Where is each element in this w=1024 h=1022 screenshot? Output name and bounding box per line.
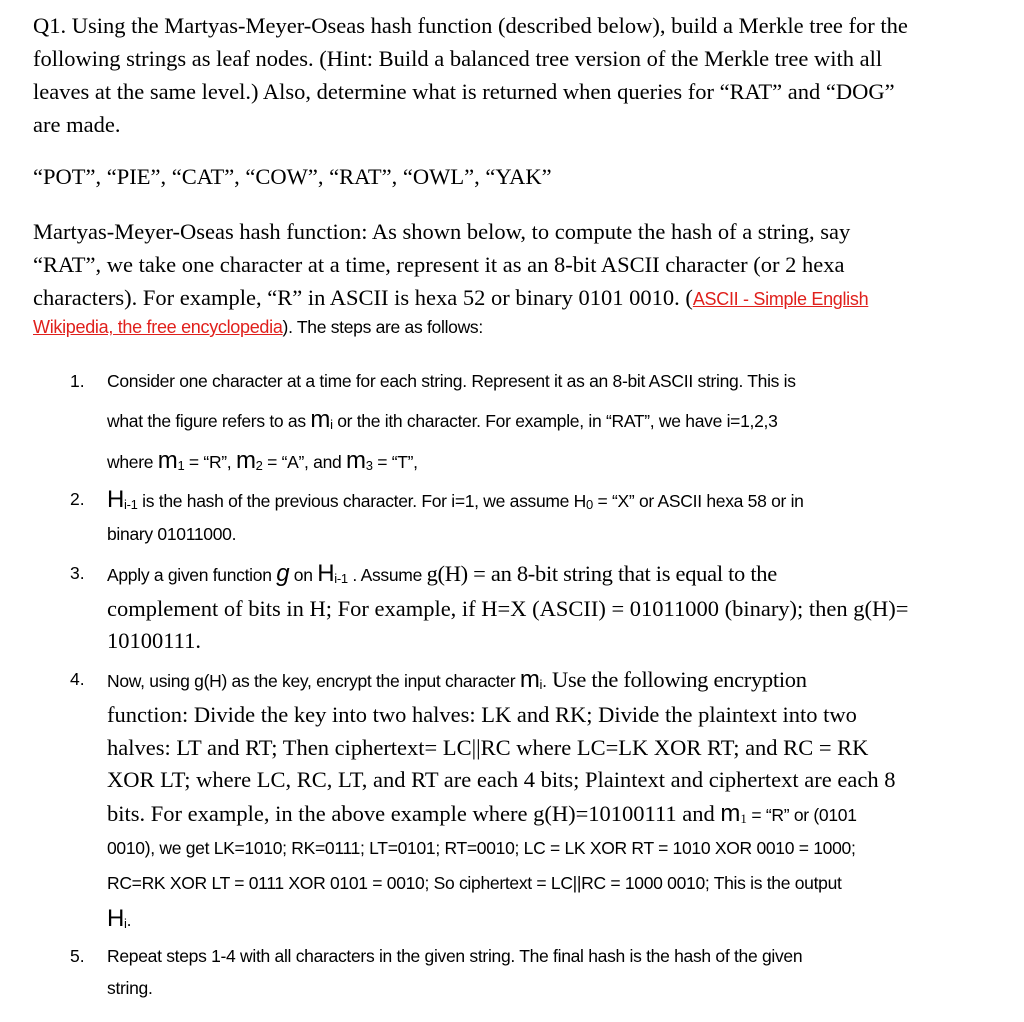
- step-text: Repeat steps 1-4 with all characters in the given string. The final hash is the hash of the given: [107, 946, 803, 966]
- question-text: leaves at the same level.) Also, determine what is returned when queries for “RAT” and “DOG”: [33, 79, 895, 104]
- step-number: 5.: [70, 946, 85, 966]
- step-text: [107, 447, 418, 475]
- question-text: Q1. Using the Martyas-Meyer-Oseas hash function (described below), build a Merkle tree for the: [33, 13, 908, 38]
- math-m: m: [519, 666, 540, 693]
- step-text: Consider one character at a time for each string. Represent it as an 8-bit ASCII string. This is: [107, 371, 796, 391]
- intro-text: Martyas-Meyer-Oseas hash function: As shown below, to compute the hash of a string, say: [33, 219, 851, 244]
- subscript: 3: [365, 458, 373, 473]
- step-text: XOR LT; where LC, RC, LT, and RT are each 4 bits; Plaintext and ciphertext are each 8: [107, 767, 896, 792]
- text: g(H) = an 8-bit string that is equal to the: [426, 561, 777, 586]
- text: characters). For example, “R” in ASCII is hexa 52 or binary 0101 0010. (: [33, 285, 693, 310]
- math-m: m: [235, 447, 256, 474]
- subscript: i: [539, 677, 543, 692]
- math-h: H: [107, 486, 125, 513]
- math-h: H: [317, 560, 335, 587]
- text: on: [289, 565, 318, 585]
- intro-text: [33, 317, 483, 338]
- text: = “T”,: [372, 452, 418, 472]
- text: Use the following encryption: [546, 667, 807, 692]
- step-text: binary 01011000.: [107, 524, 237, 544]
- text: where: [107, 452, 158, 472]
- math-g: g: [276, 560, 290, 587]
- text: . Assume: [347, 565, 427, 585]
- subscript: i-1: [334, 571, 348, 586]
- step-text: [107, 800, 857, 828]
- intro-text: “RAT”, we take one character at a time, represent it as an 8-bit ASCII character (or 2 hexa: [33, 252, 845, 277]
- step-text: string.: [107, 978, 153, 998]
- subscript: i: [330, 417, 333, 432]
- step-text: [107, 486, 804, 514]
- text: bits. For example, in the above example where g(H)=10100111 and: [107, 801, 721, 826]
- text: = “X” or ASCII hexa 58 or in: [592, 491, 804, 511]
- step-text: complement of bits in H; For example, if H=X (ASCII) = 01011000 (binary); then g(H)=: [107, 596, 909, 621]
- text: or the ith character. For example, in “RAT”, we have i=1,2,3: [332, 411, 778, 431]
- subscript: 1: [740, 811, 747, 826]
- subscript: 2: [255, 458, 263, 473]
- question-text: following strings as leaf nodes. (Hint: Build a balanced tree version of the Merkle tree with all: [33, 46, 883, 71]
- step-text: halves: LT and RT; Then ciphertext= LC||RC where LC=LK XOR RT; and RC = RK: [107, 735, 869, 760]
- text: ). The steps are as follows:: [282, 317, 483, 337]
- text: .: [542, 671, 547, 691]
- step-text: [107, 406, 778, 434]
- ascii-wiki-link[interactable]: Wikipedia, the free encyclopedia: [33, 317, 283, 337]
- step-text: 10100111.: [107, 628, 201, 653]
- step-number: 3.: [70, 563, 85, 583]
- step-text: [107, 905, 131, 933]
- step-text: function: Divide the key into two halves: LK and RK; Divide the plaintext into two: [107, 702, 857, 727]
- step-text: 0010), we get LK=1010; RK=0111; LT=0101; RT=0010; LC = LK XOR RT = 1010 XOR 0010 = 1000;: [107, 838, 856, 858]
- subscript: i: [124, 916, 127, 931]
- intro-text: [33, 285, 868, 311]
- step-number: 2.: [70, 489, 85, 509]
- step-number: 4.: [70, 669, 85, 689]
- math-m: m: [157, 447, 178, 474]
- leaf-strings: “POT”, “PIE”, “CAT”, “COW”, “RAT”, “OWL”, “YAK”: [33, 164, 552, 189]
- math-m: m: [720, 800, 741, 827]
- text: = “R”,: [184, 452, 236, 472]
- subscript: 0: [586, 497, 593, 512]
- subscript: i-1: [124, 497, 138, 512]
- text: what the figure refers to as: [107, 411, 311, 431]
- subscript: 1: [177, 458, 185, 473]
- text: is the hash of the previous character. For i=1, we assume H: [137, 491, 587, 511]
- math-m: m: [346, 447, 366, 474]
- step-text: RC=RK XOR LT = 0111 XOR 0101 = 0010; So ciphertext = LC||RC = 1000 0010; This is the output: [107, 873, 842, 893]
- text: = “A”, and: [262, 452, 347, 472]
- text: .: [126, 910, 132, 930]
- step-text: [107, 666, 807, 694]
- step-number: 1.: [70, 371, 85, 391]
- math-h: H: [107, 905, 125, 932]
- step-text: [107, 560, 777, 588]
- ascii-wiki-link[interactable]: ASCII - Simple English: [692, 289, 869, 309]
- text: Apply a given function: [107, 565, 277, 585]
- text: Now, using g(H) as the key, encrypt the input character: [107, 671, 520, 691]
- question-text: are made.: [33, 112, 121, 137]
- math-m: m: [310, 406, 331, 433]
- text: = “R” or (0101: [746, 805, 857, 825]
